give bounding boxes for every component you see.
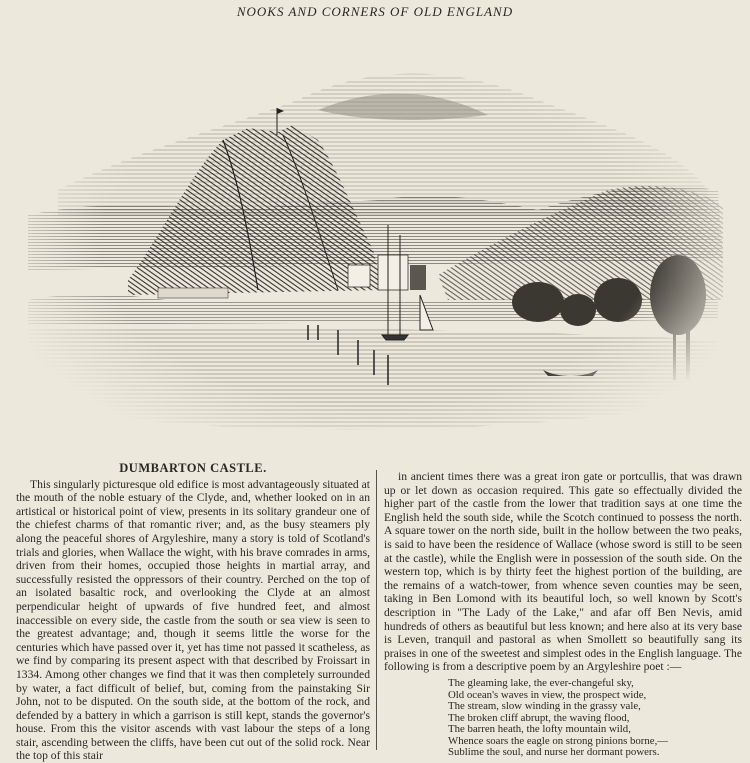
article-columns <box>16 461 744 763</box>
article-title: DUMBARTON CASTLE. <box>119 461 267 475</box>
poem-line: The gleaming lake, the ever-changeful sky, <box>448 676 634 689</box>
poem-line: The barren heath, the lofty mountain wild, <box>448 723 631 736</box>
poem-line: The broken cliff abrupt, the waving flood, <box>448 711 630 724</box>
left-column-text: This singularly picturesque old edifice is most advantageously situated at the mouth of the noble estuary of the Clyde, and, whether looked on in an artistical or historical point of view, presents in its solitary grandeur one of the chiefest charms of that romantic river; and, as the busy steamers ply along the peaceful shores of Argyleshire, many a story is told of Scotland's trials and glories, when Wallace the wight, with his brave comrades in arms, driven from their homes, occupied those heights in martial array, and successfully resisted the oppressors of their country. Perched on the top of an isolated basaltic rock, and overlooking the Clyde at an almost perpendicular height of upwards of five hundred feet, and almost inaccessible on every side, the castle from the south or sea view is seen to the greatest advantage; and, though it seems little the worse for the centuries which have passed over it, yet has time not passed it scatheless, as we find by comparing its present aspect with that described by Froissart in 1334. Among other changes we find that it was then completely surrounded by water, a fact difficult of belief, but, coming from the painstaking Sir John, not to be disputed. On the south side, at the bottom of the rock, and defended by a battery in which a garrison is still kept, stands the governor's house. From this the visitor ascends with vast labour the steps of a long stair, ascending between the cliffs, have been cut out of the solid rock. Near the top of this stair <box>16 477 370 763</box>
poem-line: Whence soars the eagle on strong pinions borne,— <box>448 734 669 747</box>
running-head: NOOKS AND CORNERS OF OLD ENGLAND <box>236 4 514 19</box>
poem <box>448 678 742 759</box>
right-column <box>384 470 742 759</box>
column-rule <box>376 470 377 750</box>
dumbarton-castle-engraving <box>18 40 733 450</box>
poem-line: The stream, slow winding in the grassy vale, <box>448 700 641 713</box>
poem-line: Old ocean's waves in view, the prospect wide, <box>448 688 647 701</box>
right-column-text: in ancient times there was a great iron gate or portcullis, that was drawn up or let down as occasion required. This gate so effectually divided the higher part of the castle from the lower that tradition says at one time the English held the south side, while the Scotch continued to possess the north. A square tower on the north side, built in the hollow between the two peaks, is said to have been the residence of Wallace (whose sword is still to be seen at the castle), while the English were in possession of the south side. On the western top, which is by thirty feet the highest portion of the building, are the remains of a watch-tower, from whence seven counties may be seen, taking in Ben Lomond with its beautiful loch, so well known by Scott's description in "The Lady of the Lake," and afar off Ben Nevis, amid hundreds of others as beautiful but less known; and here also at its very base is Leven, tranquil and pastoral as when Smollett so beautifully sang its praises in one of the sweetest and simplest odes in the English language. The following is from a descriptive poem by an Argyleshire poet :— <box>384 470 742 674</box>
poem-line: Sublime the soul, and nurse her dormant powers. <box>448 746 660 759</box>
left-column <box>16 462 370 763</box>
